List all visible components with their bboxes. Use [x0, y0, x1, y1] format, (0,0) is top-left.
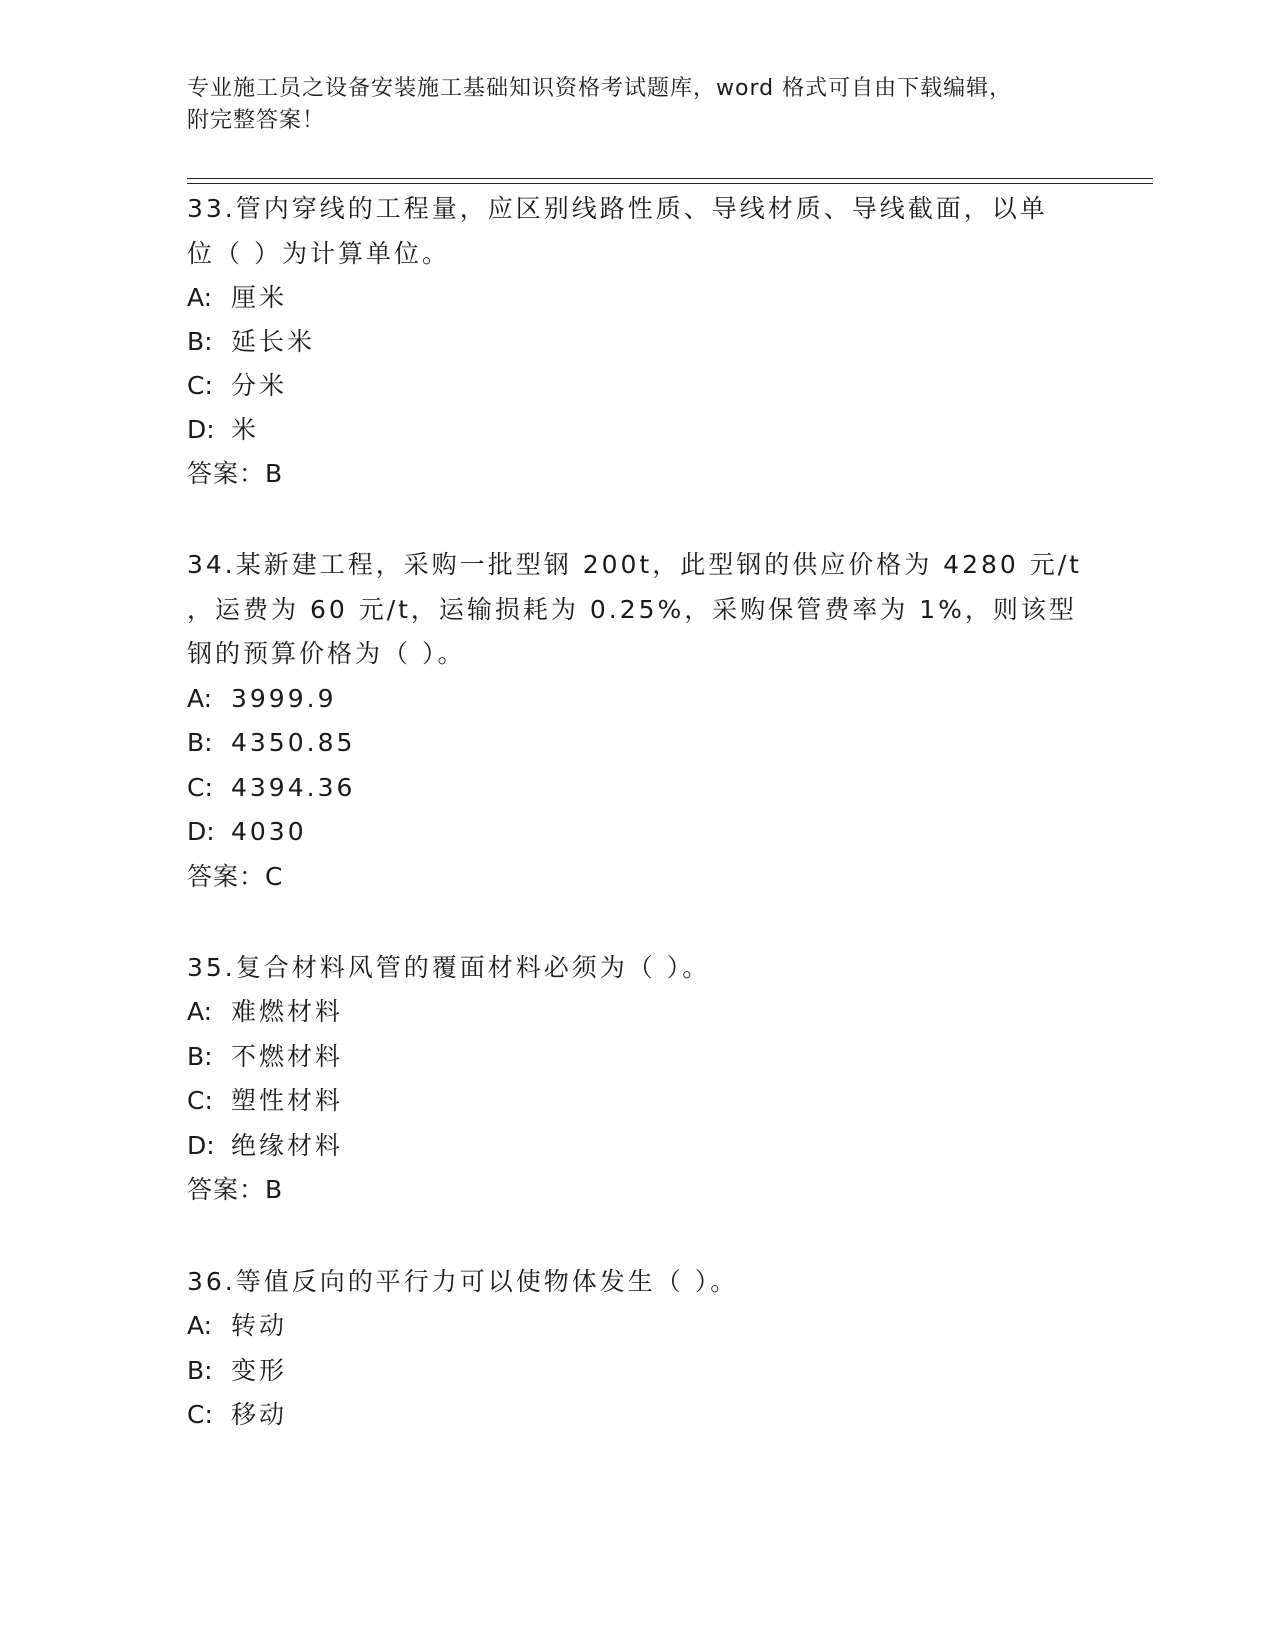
option-c: [187, 1398, 287, 1432]
question-text-line: 33.管内穿线的工程量，应区别线路性质、导线材质、导线截面，以单: [187, 194, 1048, 223]
option-text: 不燃材料: [231, 1042, 344, 1071]
option-text: 3999.9: [231, 684, 337, 713]
option-text: 转动: [231, 1311, 288, 1340]
option-letter: A:: [187, 1311, 213, 1340]
option-letter: D:: [187, 1131, 215, 1160]
header-rule-bottom: [187, 183, 1153, 184]
option-text: 米: [231, 415, 260, 444]
option-a: [187, 682, 336, 716]
option-text: 难燃材料: [231, 997, 344, 1026]
option-text: 4394.36: [231, 773, 356, 802]
option-letter: C:: [187, 773, 213, 802]
option-letter: A:: [187, 684, 213, 713]
option-letter: D:: [187, 817, 215, 846]
option-b: [187, 1354, 287, 1388]
option-d: [187, 815, 307, 849]
option-letter: C:: [187, 1086, 213, 1115]
question-text-line: 位（ ）为计算单位。: [187, 239, 450, 268]
option-c: [187, 369, 287, 403]
option-a: [187, 995, 343, 1029]
option-text: 4030: [231, 817, 307, 846]
option-text: 变形: [231, 1356, 288, 1385]
option-letter: C:: [187, 371, 213, 400]
option-b: [187, 325, 315, 359]
answer: 答案：B: [187, 1175, 284, 1204]
option-text: 塑性材料: [231, 1086, 344, 1115]
option-letter: B:: [187, 1042, 213, 1071]
option-a: [187, 1309, 287, 1343]
option-letter: B:: [187, 1356, 213, 1385]
option-letter: D:: [187, 415, 215, 444]
option-c: [187, 1084, 343, 1118]
option-d: [187, 1129, 343, 1163]
option-d: [187, 413, 259, 447]
question-text-line: 36.等值反向的平行力可以使物体发生（ ）。: [187, 1267, 739, 1296]
question-text-line: 34.某新建工程，采购一批型钢 200t，此型钢的供应价格为 4280 元/t: [187, 550, 1082, 579]
option-letter: C:: [187, 1400, 213, 1429]
option-text: 绝缘材料: [231, 1131, 344, 1160]
document-header-line-1: 专业施工员之设备安装施工基础知识资格考试题库，word 格式可自由下载编辑，: [187, 76, 1013, 101]
option-letter: B:: [187, 728, 213, 757]
option-letter: A:: [187, 283, 213, 312]
option-c: [187, 771, 355, 805]
option-b: [187, 726, 355, 760]
document-header-line-2: 附完整答案！: [187, 108, 326, 133]
option-text: 分米: [231, 371, 288, 400]
option-letter: A:: [187, 997, 213, 1026]
option-letter: B:: [187, 327, 213, 356]
option-text: 厘米: [231, 283, 288, 312]
question-text-line: ，运费为 60 元/t，运输损耗为 0.25%，采购保管费率为 1%，则该型: [187, 595, 1077, 624]
question-text-line: 钢的预算价格为（ ）。: [187, 639, 466, 668]
option-text: 4350.85: [231, 728, 356, 757]
question-text-line: 35.复合材料风管的覆面材料必须为（ ）。: [187, 953, 711, 982]
option-a: [187, 281, 287, 315]
option-text: 延长米: [231, 327, 316, 356]
answer: 答案：B: [187, 459, 284, 488]
option-text: 移动: [231, 1400, 288, 1429]
header-rule-top: [187, 178, 1153, 179]
answer: 答案：C: [187, 862, 284, 891]
option-b: [187, 1040, 343, 1074]
